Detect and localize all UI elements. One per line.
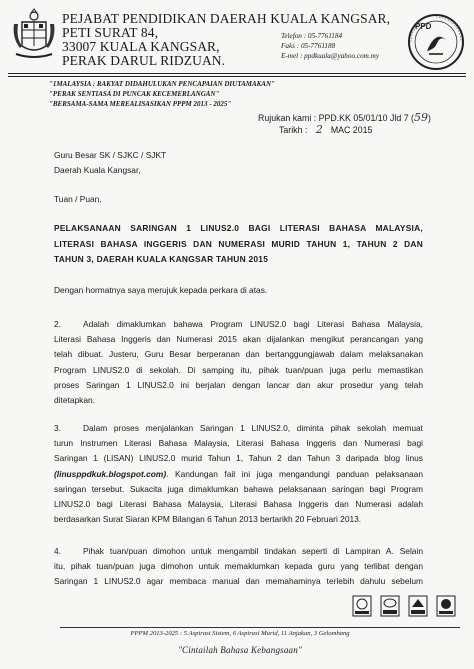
certification-badges: [352, 595, 457, 617]
paragraph-line: proses Saringan 1 LINUS2.0 ini berjalan dengan lancar dan akur prosedur yang telah: [54, 379, 423, 390]
org-line: PETI SURAT 84,: [62, 25, 159, 40]
paragraph-line: Program LINUS2.0 di sekolah. Di samping itu, pihak tuan/puan juga perlu memastikan: [54, 364, 423, 375]
paragraph-line: ditetapkan.: [54, 395, 95, 406]
paragraph-2: [54, 317, 423, 408]
contact-email: E-mel : ppdkuala@yahoo.com.my: [281, 52, 380, 60]
opening-sentence: Dengan hormatnya saya merujuk kepada perkara di atas.: [54, 285, 268, 295]
rujukan-value: PPD.KK 05/01/10 Jld 7 (: [318, 113, 414, 123]
rujukan-close: ): [427, 113, 431, 123]
certification-badge-icon: [436, 595, 456, 617]
paragraph-number: 2.: [54, 319, 61, 329]
org-line: PEJABAT PENDIDIKAN DAERAH KUALA KANGSAR,: [62, 11, 391, 26]
org-line: 33007 KUALA KANGSAR,: [62, 39, 220, 54]
paragraph-line: LINUS2.0 bagi Literasi Bahasa Malaysia, Literasi Bahasa Inggeris dan Numerasi adalah: [54, 499, 423, 510]
paragraph-line: Literasi Bahasa Inggeris dan Numerasi 2015 akan dijalankan mengikut perancangan yang: [54, 334, 423, 345]
letter-subject: [54, 221, 423, 268]
slogans: [49, 79, 275, 109]
recipient-line: Daerah Kuala Kangsar,: [54, 165, 141, 175]
paragraph-line: [54, 421, 423, 436]
paragraph-line: berdasarkan Surat Siaran KPM Bilangan 6 Tahun 2013 bertarikh 20 Februari 2013.: [54, 514, 362, 525]
paragraph-line: Saringan 1 (LISAN) LINUS2.0 murid Tahun 1, Tahun 2 dan Tahun 3 daripada blog linus: [54, 453, 423, 464]
paragraph-text: Pihak tuan/puan dimohon untuk mengambil tindakan seperti di Lampiran A. Selain: [83, 546, 423, 556]
paragraph-number: 3.: [54, 423, 61, 433]
certification-badge-icon: [380, 595, 400, 617]
blog-url: (linusppdkuk.blogspot.com): [54, 468, 167, 479]
footer-rule: [60, 627, 460, 628]
subject-line: LITERASI BAHASA INGGERIS DAN NUMERASI MURID TAHUN 1, TAHUN 2 DAN: [54, 238, 423, 249]
paragraph-text: Dalam proses menjalankan Saringan 1 LINUS2.0, diminta pihak sekolah memuat: [83, 423, 423, 433]
contact-fax: Faks : 05-7761188: [281, 42, 336, 50]
contact-details: [281, 31, 379, 61]
slogan-line: "BERSAMA-SAMA MEREALISASIKAN PPPM 2013 - 2025": [49, 100, 232, 108]
slogan-line: "PERAK SENTIASA DI PUNCAK KECEMERLANGAN": [49, 90, 220, 98]
paragraph-line: saringan tersebut. Sukacita juga dimaklumkan bahawa pelaksanaan saringan bagi Program: [54, 483, 423, 494]
rujukan-label: Rujukan kami :: [258, 113, 319, 123]
paragraph-text: . Kandungan fail ini juga mengandungi panduan pelaksanaan: [166, 468, 423, 479]
reference-block: [258, 112, 431, 136]
paragraph-line: turun Instrumen Literasi Bahasa Malaysia, Literasi Bahasa Inggeris dan Numerasi bagi: [54, 438, 423, 449]
tarikh-label: Tarikh :: [279, 125, 310, 135]
tarikh-rest: MAC 2015: [330, 125, 373, 135]
contact-phone: Telefon : 05-7761184: [281, 32, 343, 40]
org-line: PERAK DARUL RIDZUAN.: [62, 53, 226, 68]
certification-badge-icon: [352, 595, 372, 617]
rujukan-handwritten: 59: [413, 111, 428, 124]
certification-badge-icon: [408, 595, 428, 617]
paragraph-text: Adalah dimaklumkan bahawa Program LINUS2.0 bagi Literasi Bahasa Malaysia,: [83, 319, 423, 329]
header-rule-thin: [8, 76, 466, 77]
salutation: Tuan / Puan,: [54, 194, 102, 204]
paragraph-number: 4.: [54, 546, 61, 556]
slogan-line: "1MALAYSIA : RAKYAT DIDAHULUKAN PENCAPAIAN DIUTAMAKAN": [49, 80, 275, 88]
paragraph-line: [54, 467, 423, 482]
malaysia-coat-of-arms-icon: [10, 8, 58, 62]
subject-line: TAHUN 3, DAERAH KUALA KANGSAR TAHUN 2015: [54, 254, 269, 265]
tarikh-handwritten-day: 2: [315, 123, 323, 136]
paragraph-3: [54, 421, 423, 527]
paragraph-line: [54, 544, 423, 559]
paragraph-4: [54, 544, 423, 590]
footer-motto: "Cintailah Bahasa Kebangsaan": [178, 645, 302, 655]
recipient-line: Guru Besar SK / SJKC / SJKT: [54, 150, 167, 160]
recipient-address: [54, 148, 166, 178]
reference-rujukan: [258, 112, 431, 124]
paragraph-line: telah dibuat. Justeru, Guru Besar berperanan dan bertanggungjawab dalam melaksanakan: [54, 349, 423, 360]
header-rule-thick: [8, 73, 466, 74]
ppd-logo-text: PPD: [415, 22, 432, 31]
footer-pppm: PPPM 2013-2025 : 5 Aspirasi Sistem, 6 Aspirasi Murid, 11 Anjakan, 3 Gelombang: [130, 630, 350, 637]
paragraph-line: itu, pihak tuan/puan juga dimohon untuk memaklumkan kepada guru yang terlibat dengan: [54, 561, 423, 572]
subject-line: PELAKSANAAN SARINGAN 1 LINUS2.0 BAGI LITERASI BAHASA MALAYSIA,: [54, 223, 423, 233]
paragraph-line: Saringan 1 LINUS2.0 agar membaca manual dan memahaminya terlebih dahulu sebelum: [54, 576, 423, 587]
paragraph-line: [54, 317, 423, 332]
reference-tarikh: [258, 124, 431, 136]
ppd-logo-icon: [407, 13, 465, 71]
